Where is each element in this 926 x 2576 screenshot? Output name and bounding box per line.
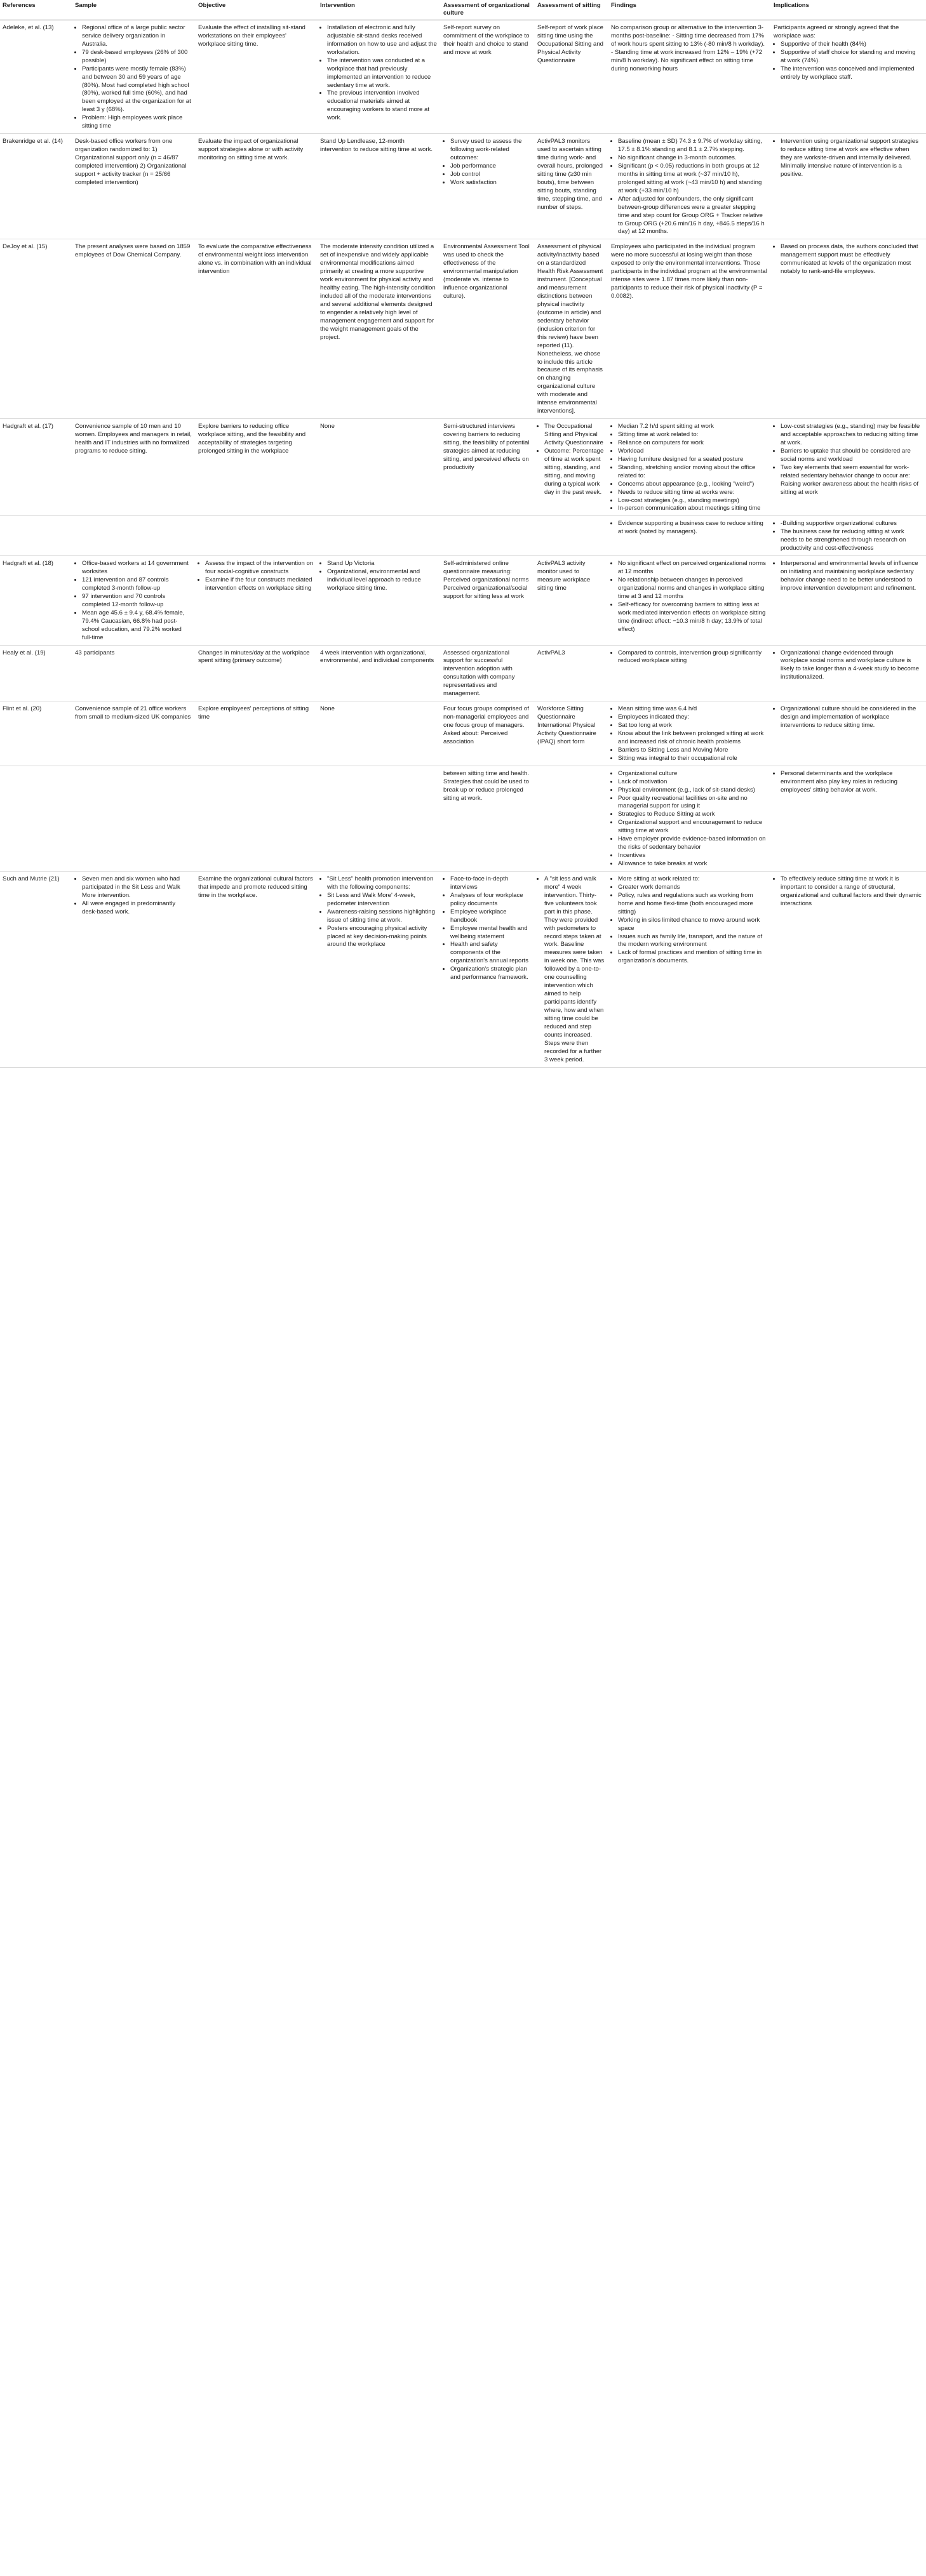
list-item: • No relationship between changes in perceived organizational norms and changes in workplace sitting time at 3 and 12 months bbox=[618, 576, 767, 601]
bullet-list bbox=[75, 560, 192, 642]
cell-findings bbox=[608, 766, 771, 871]
list-item: • Significant (p < 0.05) reductions in both groups at 12 months in sitting time at work (~37 min/10 h), prolonged sitting at work (~43 min/10 h) and standing at work (+33 min/10 h) bbox=[618, 163, 767, 196]
table-row bbox=[0, 645, 926, 701]
cell-text: Explore employees' perceptions of sitting time bbox=[198, 705, 309, 721]
cell-text: The moderate intensity condition utilized a set of inexpensive and widely applicable environmental modifications aimed primarily at creating a more supportive work environment for physical activity and healthy eating. The high-intensity condition included all of the moderate interventions and several additional elements designed to engender a relatively high level of management engagement and support for the weight management goals of the project. bbox=[320, 243, 436, 341]
list-item: • Office-based workers at 14 government worksites bbox=[82, 560, 192, 576]
cell-text: Evaluate the impact of organizational support strategies alone or with activity monitoring on sitting time at work. bbox=[198, 138, 304, 162]
list-item: • Job performance bbox=[450, 163, 531, 171]
cell-text: Healy et al. (19) bbox=[3, 649, 46, 656]
cell-references bbox=[0, 419, 72, 516]
bullet-list bbox=[774, 520, 922, 553]
cell-sitting bbox=[535, 556, 608, 645]
list-item: • Policy, rules and regulations such as working from home and home flexi-time (both encouraged more sitting) bbox=[618, 892, 767, 917]
list-item: • Job control bbox=[450, 171, 531, 179]
cell-findings bbox=[608, 556, 771, 645]
list-item: • Baseline (mean ± SD) 74.3 ± 9.7% of workday sitting, 17.5 ± 8.1% standing and 8.1 ± 2.7% stepping. bbox=[618, 138, 767, 154]
list-item: • Organizational, environmental and individual level approach to reduce workplace sitting time. bbox=[327, 568, 437, 593]
cell-references bbox=[0, 701, 72, 766]
cell-intervention bbox=[318, 645, 441, 701]
cell-objective bbox=[196, 134, 318, 239]
bullet-list bbox=[611, 770, 767, 868]
bullet-list bbox=[75, 875, 192, 917]
list-item: • Know about the link between prolonged sitting at work and increased risk of chronic health problems bbox=[618, 730, 767, 747]
cell-objective bbox=[196, 766, 318, 871]
list-item: • Evidence supporting a business case to reduce sitting at work (noted by managers). bbox=[618, 520, 767, 536]
list-item: • Stand Up Victoria bbox=[327, 560, 437, 568]
cell-sitting bbox=[535, 516, 608, 556]
list-item: • Mean age 45.6 ± 9.4 y, 68.4% female, 79.4% Caucasian, 66.8% had post-school education, and 79.2% worked full-time bbox=[82, 609, 192, 642]
cell-text: Self-administered online questionnaire measuring: Perceived organizational norms Perceived organizational/social support for sitting less at work bbox=[443, 560, 529, 600]
cell-sample bbox=[72, 239, 196, 419]
cell-objective bbox=[196, 556, 318, 645]
list-item: • "Sit Less" health promotion intervention with the following components: bbox=[327, 875, 437, 892]
table-row bbox=[0, 556, 926, 645]
evidence-table bbox=[0, 0, 926, 1068]
list-item: • 121 intervention and 87 controls completed 3-month follow-up bbox=[82, 576, 192, 593]
cell-references bbox=[0, 766, 72, 871]
bullet-list bbox=[611, 560, 767, 634]
list-item: • Sat too long at work bbox=[618, 722, 767, 730]
bullet-list bbox=[774, 705, 922, 730]
column-header-findings: Findings bbox=[608, 0, 771, 20]
cell-text: Convenience sample of 21 office workers from small to medium-sized UK companies bbox=[75, 705, 191, 721]
cell-intervention bbox=[318, 871, 441, 1067]
cell-findings bbox=[608, 20, 771, 133]
list-item: • Issues such as family life, transport, and the nature of the modern working environment bbox=[618, 933, 767, 950]
cell-sitting bbox=[535, 419, 608, 516]
cell-implications bbox=[771, 419, 926, 516]
list-item: • -Building supportive organizational cultures bbox=[781, 520, 922, 528]
cell-text: Hadgraft et al. (18) bbox=[3, 560, 53, 568]
cell-intervention bbox=[318, 766, 441, 871]
list-item: • Have employer provide evidence-based information on the risks of sedentary behavior bbox=[618, 835, 767, 852]
cell-sample bbox=[72, 701, 196, 766]
cell-sample bbox=[72, 419, 196, 516]
column-header-objective: Objective bbox=[196, 0, 318, 20]
list-item: • The previous intervention involved educational materials aimed at encouraging workers to stand more at work. bbox=[327, 90, 437, 123]
list-item: • Installation of electronic and fully adjustable sit-stand desks received information on how to use and adjust the workstation. bbox=[327, 24, 437, 57]
list-item: • In-person communication about meetings sitting time bbox=[618, 505, 767, 513]
cell-text: ActivPAL3 activity monitor used to measure workplace sitting time bbox=[537, 560, 591, 592]
cell-references bbox=[0, 556, 72, 645]
cell-text: between sitting time and health. Strategies that could be used to break up or reduce prolonged sitting at work. bbox=[443, 769, 529, 802]
bullet-list bbox=[320, 560, 437, 593]
list-item: • Lack of formal practices and mention of sitting time in organization's documents. bbox=[618, 949, 767, 966]
list-item: • Mean sitting time was 6.4 h/d bbox=[618, 705, 767, 714]
cell-implications bbox=[771, 645, 926, 701]
cell-text: The present analyses were based on 1859 employees of Dow Chemical Company. bbox=[75, 243, 191, 259]
cell-references bbox=[0, 134, 72, 239]
list-item: • Employee mental health and wellbeing statement bbox=[450, 925, 531, 941]
list-item: • Organizational support and encouragement to reduce sitting time at work bbox=[618, 819, 767, 835]
list-item: • Survey used to assess the following work-related outcomes: bbox=[450, 138, 531, 163]
list-item: • The Occupational Sitting and Physical Activity Questionnaire bbox=[544, 423, 605, 448]
list-item: • Physical environment (e.g., lack of sit-stand desks) bbox=[618, 787, 767, 795]
bullet-list bbox=[611, 875, 767, 966]
list-item: • Lack of motivation bbox=[618, 778, 767, 787]
list-item: • No significant effect on perceived organizational norms at 12 months bbox=[618, 560, 767, 576]
cell-org-culture bbox=[441, 239, 535, 419]
cell-sample bbox=[72, 20, 196, 133]
cell-text: Such and Mutrie (21) bbox=[3, 875, 60, 882]
cell-text: Semi-structured interviews covering barriers to reducing sitting, the feasibility of potential strategies aimed at reducing sitting, and perceived effects on productivity bbox=[443, 423, 530, 471]
cell-text: Examine the organizational cultural factors that impede and promote reduced sitting time in the workplace. bbox=[198, 875, 313, 899]
cell-findings bbox=[608, 701, 771, 766]
cell-text: To evaluate the comparative effectiveness of environmental weight loss intervention alone vs. in combination with an individual intervention bbox=[198, 243, 312, 276]
table-row bbox=[0, 134, 926, 239]
bullet-list bbox=[774, 138, 922, 179]
cell-sitting bbox=[535, 134, 608, 239]
cell-org-culture bbox=[441, 20, 535, 133]
bullet-list bbox=[320, 875, 437, 949]
list-item: • Median 7.2 h/d spent sitting at work bbox=[618, 423, 767, 431]
table-row bbox=[0, 766, 926, 871]
column-header-sample: Sample bbox=[72, 0, 196, 20]
bullet-list bbox=[537, 423, 605, 496]
cell-sitting bbox=[535, 766, 608, 871]
cell-text: Evaluate the effect of installing sit-stand workstations on their employees' workplace sitting time. bbox=[198, 23, 305, 48]
cell-text: Adeleke, et al. (13) bbox=[3, 23, 54, 31]
list-item: • Examine if the four constructs mediated intervention effects on workplace sitting bbox=[205, 576, 314, 593]
list-item: • Organizational culture should be considered in the design and implementation of workplace interventions to reduce sitting time. bbox=[781, 705, 922, 730]
list-item: • Organization's strategic plan and performance framework. bbox=[450, 966, 531, 982]
list-item: • Allowance to take breaks at work bbox=[618, 860, 767, 868]
bullet-list bbox=[443, 138, 531, 187]
column-header-org-culture: Assessment of organizational culture bbox=[441, 0, 535, 20]
cell-intervention bbox=[318, 701, 441, 766]
cell-org-culture bbox=[441, 871, 535, 1067]
list-item: • The intervention was conducted at a workplace that had previously implemented an intervention to reduce sedentary time at work. bbox=[327, 57, 437, 90]
cell-intervention bbox=[318, 516, 441, 556]
list-item: • Concerns about appearance (e.g., looking "weird") bbox=[618, 481, 767, 489]
list-item: • Low-cost strategies (e.g., standing meetings) bbox=[618, 497, 767, 505]
list-item: • Supportive of staff choice for standing and moving at work (74%). bbox=[781, 49, 922, 65]
table-row bbox=[0, 20, 926, 133]
cell-references bbox=[0, 645, 72, 701]
cell-references bbox=[0, 871, 72, 1067]
bullet-list bbox=[774, 423, 922, 496]
list-item: • Sit Less and Walk More' 4-week, pedometer intervention bbox=[327, 892, 437, 908]
cell-text: Four focus groups comprised of non-managerial employees and one focus group of managers. Asked about: Perceived association bbox=[443, 705, 529, 745]
bullet-list bbox=[75, 24, 192, 131]
cell-implications bbox=[771, 701, 926, 766]
list-item: • Workload bbox=[618, 448, 767, 456]
cell-text: Assessed organizational support for successful intervention adoption with consultation with company representatives and management. bbox=[443, 649, 515, 698]
cell-sitting bbox=[535, 701, 608, 766]
list-item: • Self-efficacy for overcoming barriers to sitting less at work mediated intervention effects on workplace sitting time (indirect effect: −10.3 min/8 h day; 13.9% of total effect) bbox=[618, 601, 767, 634]
cell-intervention bbox=[318, 20, 441, 133]
list-item: • To effectively reduce sitting time at work it is important to consider a range of structural, organizational and cultural factors and their dynamic interactions bbox=[781, 875, 922, 908]
cell-org-culture bbox=[441, 556, 535, 645]
list-item: • Interpersonal and environmental levels of influence on initiating and maintaining workplace sedentary behavior change need to be better understood to improve intervention development and refinement. bbox=[781, 560, 922, 593]
list-item: • Outcome: Percentage of time at work spent sitting, standing, and sitting, and moving during a typical work day in the past week. bbox=[544, 448, 605, 497]
bullet-list bbox=[611, 705, 767, 763]
list-item: • Based on process data, the authors concluded that management support must be effectively communicated at levels of the organization most notably to rank-and-file employees. bbox=[781, 243, 922, 276]
list-item: • 97 intervention and 70 controls completed 12-month follow-up bbox=[82, 593, 192, 609]
list-item: • Seven men and six women who had participated in the Sit Less and Walk More intervention. bbox=[82, 875, 192, 900]
cell-objective bbox=[196, 20, 318, 133]
cell-text: Brakenridge et al. (14) bbox=[3, 138, 63, 145]
list-item: • Organizational culture bbox=[618, 770, 767, 778]
cell-text: Self-report of work place sitting time using the Occupational Sitting and Physical Activity Questionnaire bbox=[537, 23, 603, 64]
cell-sample bbox=[72, 645, 196, 701]
cell-objective bbox=[196, 239, 318, 419]
cell-sample bbox=[72, 871, 196, 1067]
cell-intervention bbox=[318, 134, 441, 239]
list-item: • Barriers to uptake that should be considered are social norms and workload bbox=[781, 448, 922, 464]
bullet-list bbox=[611, 520, 767, 536]
cell-text: Convenience sample of 10 men and 10 women. Employees and managers in retail, health and IT industries with no formalized programs to reduce sitting. bbox=[75, 423, 192, 455]
cell-org-culture bbox=[441, 766, 535, 871]
cell-org-culture bbox=[441, 645, 535, 701]
cell-findings bbox=[608, 134, 771, 239]
list-item: • The business case for reducing sitting at work needs to be strengthened through research on productivity and cost-effectiveness bbox=[781, 528, 922, 553]
cell-org-culture bbox=[441, 419, 535, 516]
list-item: • Assess the impact of the intervention on four social-cognitive constructs bbox=[205, 560, 314, 576]
cell-text: Self-report survey on commitment of the workplace to their health and choice to stand and move at work bbox=[443, 23, 530, 56]
cell-text: Changes in minutes/day at the workplace spent sitting (primary outcome) bbox=[198, 649, 310, 665]
list-item: • A "sit less and walk more" 4 week intervention. Thirty-five volunteers took part in this phase. They were provided with pedometers to record steps taken at work. Baseline measures were taken in week one. This was followed by a one-to-one counselling intervention which aimed to help participants identify where, how and when sitting time could be reduced and step counts increased. Steps were then recorded for a further 3 week period. bbox=[544, 875, 605, 1065]
list-item: • Regional office of a large public sector service delivery organization in Australia. bbox=[82, 24, 192, 49]
list-item: • Barriers to Sitting Less and Moving More bbox=[618, 747, 767, 755]
cell-findings bbox=[608, 516, 771, 556]
list-item: • Employee workplace handbook bbox=[450, 908, 531, 925]
bullet-list bbox=[537, 875, 605, 1065]
cell-intervention bbox=[318, 556, 441, 645]
cell-implications bbox=[771, 871, 926, 1067]
bullet-list bbox=[774, 560, 922, 593]
bullet-list bbox=[198, 560, 314, 593]
bullet-list bbox=[320, 24, 437, 123]
list-item: • Having furniture designed for a seated posture bbox=[618, 456, 767, 464]
table-body bbox=[0, 20, 926, 1067]
cell-org-culture bbox=[441, 701, 535, 766]
list-item: • Organizational change evidenced through workplace social norms and workplace culture is likely to take longer than a 4-week study to become institutionalized. bbox=[781, 649, 922, 682]
list-item: • Sitting time at work related to: bbox=[618, 431, 767, 439]
cell-text: ActivPAL3 monitors used to ascertain sitting time during work- and overall hours, prolonged sitting time (≥30 min bouts), time between sitting bouts, standing time, stepping time, and number of steps. bbox=[537, 138, 603, 211]
cell-text: Flint et al. (20) bbox=[3, 705, 42, 713]
list-item: • The intervention was conceived and implemented entirely by workplace staff. bbox=[781, 65, 922, 82]
list-item: • Problem: High employees work place sitting time bbox=[82, 114, 192, 131]
list-item: • After adjusted for confounders, the only significant between-group differences were a greater stepping time and step count for Group ORG + Tracker relative to Group ORG (+20.6 min/16 h day, +846.5 steps/16 h day) at 12 months. bbox=[618, 196, 767, 237]
column-header-intervention: Intervention bbox=[318, 0, 441, 20]
cell-text: 4 week intervention with organizational, environmental, and individual components bbox=[320, 649, 434, 665]
cell-implications bbox=[771, 134, 926, 239]
cell-intervention bbox=[318, 239, 441, 419]
cell-text: Hadgraft et al. (17) bbox=[3, 423, 53, 430]
table-row bbox=[0, 871, 926, 1067]
list-item: • Greater work demands bbox=[618, 884, 767, 892]
list-item: • Reliance on computers for work bbox=[618, 439, 767, 448]
cell-sitting bbox=[535, 645, 608, 701]
cell-objective bbox=[196, 871, 318, 1067]
list-item: • More sitting at work related to: bbox=[618, 875, 767, 884]
table-row bbox=[0, 419, 926, 516]
bullet-list bbox=[774, 41, 922, 82]
cell-text: ActivPAL3 bbox=[537, 649, 565, 656]
cell-sitting bbox=[535, 20, 608, 133]
list-item: • No significant change in 3-month outcomes. bbox=[618, 154, 767, 163]
cell-org-culture bbox=[441, 134, 535, 239]
list-item: • Low-cost strategies (e.g., standing) may be feasible and acceptable approaches to reducing sitting time at work. bbox=[781, 423, 922, 448]
cell-sitting bbox=[535, 871, 608, 1067]
bullet-list bbox=[774, 770, 922, 795]
cell-text: Assessment of physical activity/inactivity based on a standardized Health Risk Assessment instrument. [Conceptual and measurement distinctions between physical inactivity (outcome in article) and sedentary behavior (inclusion criterion for this review) have been reported (11). Nonetheless, we chose to include this article because of its emphasis on changing organizational culture with moderate and intense environmental interventions]. bbox=[537, 243, 603, 415]
list-item: • Work satisfaction bbox=[450, 179, 531, 187]
list-item: • Intervention using organizational support strategies to reduce sitting time at work are effective when they are worksite-driven and internally delivered. Minimally intensive nature of intervention is a positive. bbox=[781, 138, 922, 179]
cell-implications bbox=[771, 766, 926, 871]
list-item: • Two key elements that seem essential for work-related sedentary behavior change to occur are: Raising worker awareness about the health risks of sitting at work bbox=[781, 464, 922, 497]
cell-text: None bbox=[320, 705, 335, 713]
cell-text: Explore barriers to reducing office workplace sitting, and the feasibility and acceptability of strategies targeting prolonged sitting in the workplace bbox=[198, 423, 306, 455]
list-item: • All were engaged in predominantly desk-based work. bbox=[82, 900, 192, 917]
cell-sample bbox=[72, 134, 196, 239]
cell-text: Desk-based office workers from one organization randomized to: 1) Organizational support only (n = 46/87 completed intervention) 2) Organizational support + activity tracker (n = 25/66 completed intervention) bbox=[75, 138, 187, 186]
column-header-sitting: Assessment of sitting bbox=[535, 0, 608, 20]
table-row bbox=[0, 516, 926, 556]
list-item: • Analyses of four workplace policy documents bbox=[450, 892, 531, 908]
cell-implications bbox=[771, 20, 926, 133]
cell-text: 43 participants bbox=[75, 649, 115, 656]
list-item: • Poor quality recreational facilities on-site and no managerial support for using it bbox=[618, 795, 767, 811]
cell-references bbox=[0, 516, 72, 556]
cell-text: Workforce Sitting Questionnaire International Physical Activity Questionnaire (IPAQ) short form bbox=[537, 705, 596, 745]
list-item: • Standing, stretching and/or moving about the office related to: bbox=[618, 464, 767, 481]
list-item: • Face-to-face in-depth interviews bbox=[450, 875, 531, 892]
cell-objective bbox=[196, 419, 318, 516]
cell-implications bbox=[771, 556, 926, 645]
bullet-list bbox=[774, 875, 922, 908]
bullet-list bbox=[774, 649, 922, 682]
list-item: • Posters encouraging physical activity placed at key decision-making points around the workplace bbox=[327, 925, 437, 950]
bullet-list bbox=[774, 243, 922, 276]
cell-references bbox=[0, 239, 72, 419]
cell-implications bbox=[771, 516, 926, 556]
table-row bbox=[0, 239, 926, 419]
cell-text: None bbox=[320, 423, 335, 430]
cell-findings bbox=[608, 239, 771, 419]
cell-objective bbox=[196, 701, 318, 766]
list-item: • Awareness-raising sessions highlighting issue of sitting time at work. bbox=[327, 908, 437, 925]
list-item: • Working in silos limited chance to move around work space bbox=[618, 917, 767, 933]
cell-text: Stand Up Lendlease, 12-month intervention to reduce sitting time at work. bbox=[320, 138, 433, 154]
cell-implications bbox=[771, 239, 926, 419]
cell-text: No comparison group or alternative to the intervention 3-months post-baseline: - Sitting time decreased from 17% of work hours spent sitting to 13% (-80 min/8 h workday). - Standing time at work increased from 12% – 19% (+72 min/8 h workday). No significant effect on sitting time during nonworking hours bbox=[611, 23, 765, 72]
bullet-list bbox=[611, 138, 767, 236]
table-row bbox=[0, 701, 926, 766]
cell-sample bbox=[72, 556, 196, 645]
list-item: • Participants were mostly female (83%) and between 30 and 59 years of age (80%). Most had completed high school (80%), worked full time (60%), and had been employed at the organization for at least 3 y (68%). bbox=[82, 65, 192, 115]
list-item: • Strategies to Reduce Sitting at work bbox=[618, 811, 767, 819]
cell-text: Employees who participated in the individual program were no more successful at losing weight than those exposed to only the environmental interventions. Those participants in the individual program at the environmental intense sites were 1.87 times more likely than non-participants to reduce their risk of physical inactivity (P = 0.0082). bbox=[611, 243, 767, 300]
list-item: • 79 desk-based employees (26% of 300 possible) bbox=[82, 49, 192, 65]
list-item: • Needs to reduce sitting time at works were: bbox=[618, 489, 767, 497]
list-item: • Compared to controls, intervention group significantly reduced workplace sitting bbox=[618, 649, 767, 666]
cell-objective bbox=[196, 645, 318, 701]
cell-sample bbox=[72, 516, 196, 556]
list-item: • Sitting was integral to their occupational role bbox=[618, 755, 767, 763]
cell-objective bbox=[196, 516, 318, 556]
cell-text: Environmental Assessment Tool was used to check the effectiveness of the environmental manipulation (moderate vs. intense to influence organizational culture). bbox=[443, 243, 530, 300]
list-item: • Employees indicated they: bbox=[618, 714, 767, 722]
cell-references bbox=[0, 20, 72, 133]
column-header-references: References bbox=[0, 0, 72, 20]
cell-sample bbox=[72, 766, 196, 871]
list-item: • Personal determinants and the workplace environment also play key roles in reducing employees' sitting behavior at work. bbox=[781, 770, 922, 795]
cell-findings bbox=[608, 871, 771, 1067]
column-header-implications: Implications bbox=[771, 0, 926, 20]
cell-lead-text: Participants agreed or strongly agreed that the workplace was: bbox=[774, 23, 899, 39]
cell-intervention bbox=[318, 419, 441, 516]
list-item: • Health and safety components of the organization's annual reports bbox=[450, 941, 531, 966]
cell-findings bbox=[608, 645, 771, 701]
cell-text: DeJoy et al. (15) bbox=[3, 243, 48, 251]
cell-sitting bbox=[535, 239, 608, 419]
cell-org-culture bbox=[441, 516, 535, 556]
list-item: • Supportive of their health (84%) bbox=[781, 41, 922, 49]
list-item: • Incentives bbox=[618, 852, 767, 860]
bullet-list bbox=[611, 423, 767, 513]
cell-findings bbox=[608, 419, 771, 516]
bullet-list bbox=[443, 875, 531, 982]
bullet-list bbox=[611, 649, 767, 666]
table-header-row bbox=[0, 0, 926, 20]
